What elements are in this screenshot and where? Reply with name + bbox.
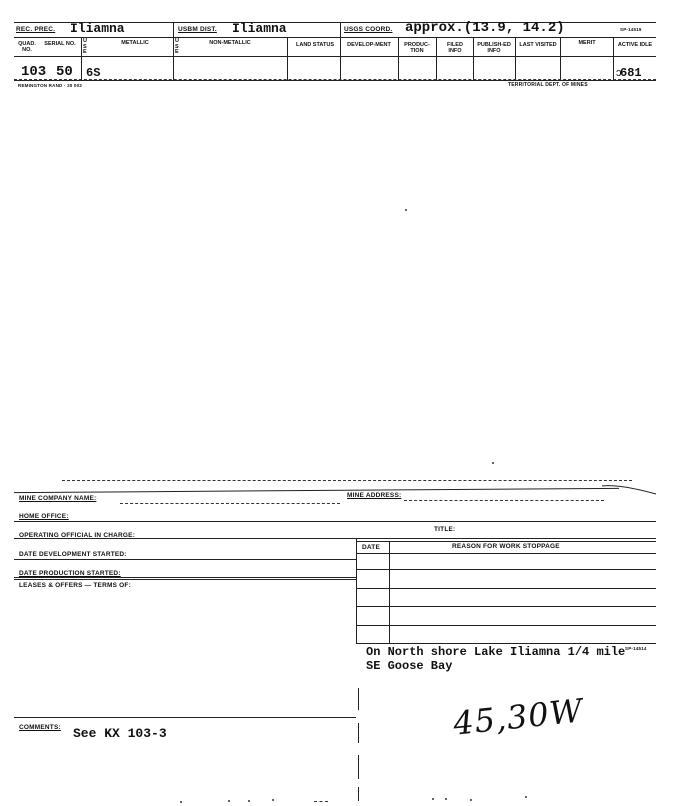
col-non-metallic: NON-METALLIC xyxy=(209,40,251,46)
operating-official-label: OPERATING OFFICIAL IN CHARGE: xyxy=(19,532,136,539)
record-quad-no: 103 xyxy=(21,64,47,80)
usgs-coord-value: approx.(13.9, 14.2) xyxy=(405,20,565,36)
torn-edge-mark xyxy=(600,482,660,496)
comments-label: COMMENTS: xyxy=(19,724,61,731)
mine-address-label: MINE ADDRESS: xyxy=(347,492,402,499)
usgs-coord-label: USGS COORD. xyxy=(344,26,393,33)
date-column-header: DATE xyxy=(362,544,381,551)
col-serial-no: SERIAL NO. xyxy=(44,41,76,47)
location-line-1: On North shore Lake Iliamna 1/4 mile xyxy=(366,645,626,659)
rec-prec-value: Iliamna xyxy=(70,21,125,36)
record-serial-no: 50 xyxy=(56,64,73,80)
location-line-2: SE Goose Bay xyxy=(366,659,453,673)
date-development-started-label: DATE DEVELOPMENT STARTED: xyxy=(19,551,127,558)
col-published-info: PUBLISH-ED INFO xyxy=(477,42,511,54)
reason-column-header: REASON FOR WORK STOPPAGE xyxy=(452,543,560,550)
leases-offers-label: LEASES & OFFERS — TERMS OF: xyxy=(19,582,131,589)
check-mark-icon: ↄ xyxy=(616,67,622,79)
usbm-dist-value: Iliamna xyxy=(232,21,287,36)
col-metallic: METALLIC xyxy=(121,40,149,46)
col-merit: MERIT xyxy=(578,40,596,46)
col-use-1: U S E xyxy=(83,38,87,55)
col-development: DEVELOP-MENT xyxy=(347,42,391,48)
col-production: PRODUC-TION xyxy=(404,42,430,54)
mine-company-name-label: MINE COMPANY NAME: xyxy=(19,495,97,502)
usbm-dist-label: USBM DIST. xyxy=(178,26,217,33)
title-label: TITLE: xyxy=(434,526,456,533)
col-quad-no: QUAD. NO. xyxy=(18,41,36,53)
rec-prec-label: REC. PREC. xyxy=(16,26,56,33)
col-land-status: LAND STATUS xyxy=(296,42,334,48)
handwritten-note: 45,30W xyxy=(451,691,586,743)
comments-value: See KX 103-3 xyxy=(73,726,167,741)
date-production-started-label: DATE PRODUCTION STARTED: xyxy=(19,570,121,577)
record-active-idle: 681 xyxy=(620,66,642,80)
home-office-label: HOME OFFICE: xyxy=(19,513,69,520)
location-code: SP-14514 xyxy=(625,646,647,651)
col-use-2: U S E xyxy=(175,38,179,55)
col-filed-info: FILED INFO xyxy=(447,42,463,54)
form-code: SP-14519 xyxy=(620,27,642,32)
territorial-note: TERRITORIAL DEPT. OF MINES xyxy=(508,82,588,88)
printer-note: REMINGTON RAND · 20 002 xyxy=(18,83,83,88)
record-use-code: 6S xyxy=(86,66,101,80)
col-last-visited: LAST VISITED xyxy=(519,42,557,48)
col-active-idle: ACTIVE IDLE xyxy=(617,42,653,48)
